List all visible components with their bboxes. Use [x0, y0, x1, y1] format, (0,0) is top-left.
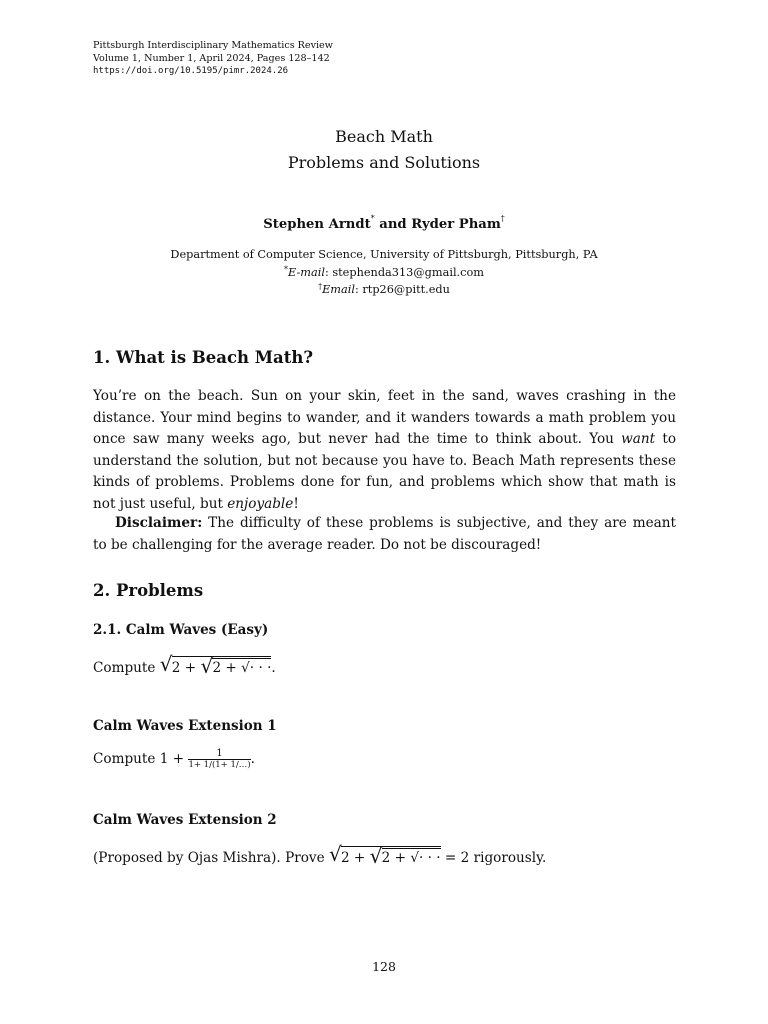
email-line-1 [0, 264, 768, 282]
author-line [0, 214, 768, 232]
calm-waves-problem [93, 652, 276, 678]
section-1-paragraph [93, 386, 676, 516]
page-number: 128 [372, 959, 396, 974]
radical-dots: √· · · [241, 660, 272, 676]
radical-sign-icon: √ [200, 654, 214, 678]
nested-radical [159, 652, 272, 678]
email-2-label: Email [322, 283, 355, 296]
extension-1-problem [93, 748, 255, 771]
disclaimer-text: The difficulty of these problems is subjective, and they are meant to be challenging for the average reader. Do not be discouraged! [93, 515, 676, 553]
affiliation-block [0, 246, 768, 299]
extension-2-heading: Calm Waves Extension 2 [93, 812, 277, 828]
department: Department of Computer Science, University of Pittsburgh, Pittsburgh, PA [170, 248, 598, 261]
extension-1-prefix: Compute 1 + [93, 751, 189, 767]
paragraph-text-a: You’re on the beach. Sun on your skin, feet in the sand, waves crashing in the distance. Your mind begins to wander, and it wanders towards a math problem you once saw many weeks ago, but never had the time to think about. You [93, 388, 676, 448]
radical-term-inner: 2 + [381, 850, 411, 866]
email-1-label: E-mail [287, 265, 325, 279]
radical-sign-icon: √ [328, 842, 342, 866]
email-1[interactable]: : stephenda313@gmail.com [324, 265, 484, 279]
title-line-1: Beach Math [335, 127, 433, 146]
journal-name: Pittsburgh Interdisciplinary Mathematics Review [93, 40, 333, 51]
extension-2-problem [93, 842, 547, 868]
section-1-heading: 1. What is Beach Math? [93, 348, 314, 367]
extension-1-heading: Calm Waves Extension 1 [93, 718, 277, 734]
author-1-mark: * [370, 214, 375, 223]
nested-radical [328, 842, 441, 868]
author-2-mark: † [500, 214, 505, 223]
fraction-denominator: 1+ 1/(1+ 1/…) [188, 760, 251, 770]
extension-2-prefix: (Proposed by Ojas Mishra). Prove [93, 850, 329, 866]
continued-fraction [188, 748, 250, 771]
problem-prefix: Compute [93, 660, 160, 676]
email-2-mark: † [318, 282, 323, 291]
problem-suffix: . [271, 660, 276, 676]
author-1: Stephen Arndt [263, 217, 371, 232]
extension-1-suffix: . [250, 751, 255, 767]
author-joiner: and [374, 217, 412, 232]
paragraph-text-b: to understand the solution, but not because you have to. Beach Math represents these kinds of problems. Problems done for fun, and problems which show that math is not just useful, but [93, 431, 676, 512]
doi-link[interactable]: https://doi.org/10.5195/pimr.2024.26 [93, 66, 289, 76]
title-line-2: Problems and Solutions [287, 153, 481, 172]
radical-term-outer: 2 + [171, 660, 201, 676]
section-2-heading: 2. Problems [93, 581, 204, 600]
disclaimer-paragraph [93, 513, 676, 556]
emphasis-enjoyable: enjoyable [227, 495, 294, 512]
subsection-calm-waves-heading: 2.1. Calm Waves (Easy) [93, 622, 269, 638]
email-line-2 [0, 281, 768, 299]
radical-sign-icon: √ [369, 844, 383, 868]
journal-header [93, 40, 333, 78]
radical-term-inner: 2 + [212, 660, 242, 676]
email-2[interactable]: : rtp26@pitt.edu [354, 283, 450, 296]
email-1-mark: * [283, 264, 288, 274]
fraction-numerator: 1 [188, 748, 250, 760]
paper-title [0, 124, 768, 176]
disclaimer-label: Disclaimer: [115, 515, 203, 531]
paragraph-text-c: ! [293, 495, 299, 512]
journal-volume: Volume 1, Number 1, April 2024, Pages 128–142 [93, 52, 330, 64]
author-2: Ryder Pham [411, 217, 501, 232]
extension-2-suffix: = 2 rigorously. [440, 850, 547, 866]
radical-term-outer: 2 + [340, 850, 370, 866]
emphasis-want: want [621, 431, 656, 448]
radical-sign-icon: √ [159, 652, 173, 676]
radical-dots: √· · · [410, 850, 441, 866]
